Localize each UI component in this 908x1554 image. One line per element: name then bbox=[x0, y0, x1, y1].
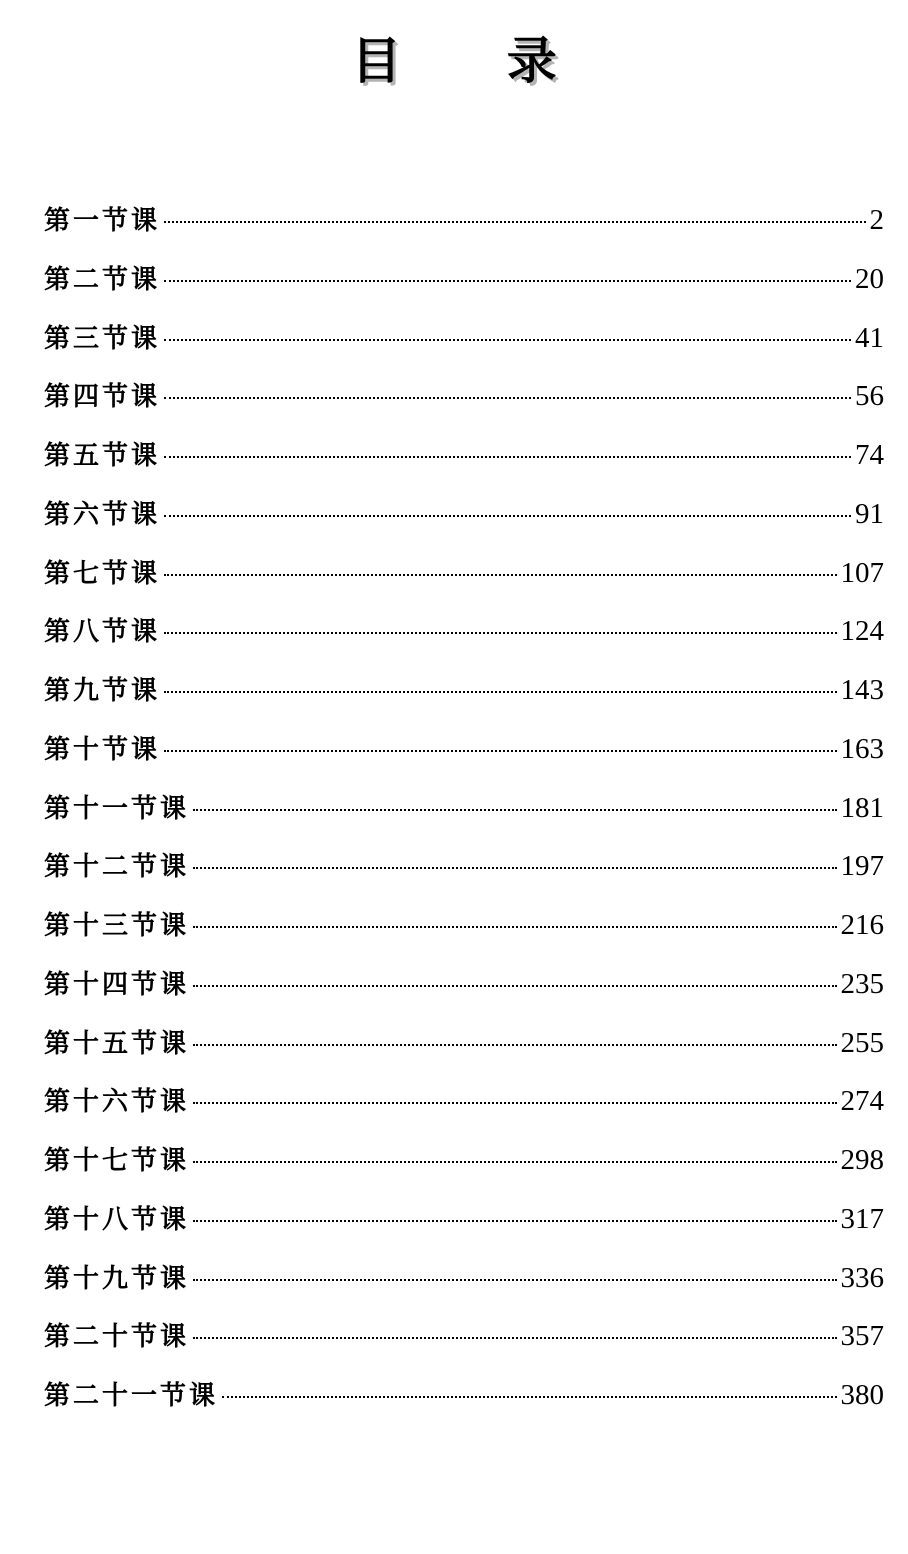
toc-entry-label: 第四节课 bbox=[44, 382, 161, 413]
toc-entry[interactable] bbox=[44, 191, 884, 250]
toc-entry-label: 第十七节课 bbox=[44, 1146, 190, 1176]
toc-dot-leader bbox=[164, 397, 851, 399]
toc-entry[interactable] bbox=[44, 1366, 884, 1425]
toc-entry[interactable] bbox=[44, 955, 884, 1014]
toc-entry[interactable] bbox=[44, 1249, 884, 1308]
toc-entry-page: 336 bbox=[840, 1261, 884, 1294]
toc-entry-page: 357 bbox=[840, 1320, 884, 1353]
toc-entry[interactable] bbox=[44, 250, 884, 309]
toc-entry[interactable] bbox=[44, 367, 884, 426]
toc-entry[interactable] bbox=[44, 896, 884, 955]
toc-dot-leader bbox=[193, 1220, 836, 1222]
toc-entry-page: 163 bbox=[840, 732, 884, 765]
toc-entry-label: 第十四节课 bbox=[44, 969, 190, 1000]
toc-dot-leader bbox=[164, 750, 836, 752]
toc-entry-label: 第十节课 bbox=[44, 734, 161, 765]
toc-dot-leader bbox=[193, 985, 836, 987]
toc-dot-leader bbox=[164, 574, 836, 576]
toc-entry-label: 第七节课 bbox=[44, 558, 161, 589]
toc-entry-label: 第十二节课 bbox=[44, 852, 190, 883]
toc-entry[interactable] bbox=[44, 1072, 884, 1131]
toc-dot-leader bbox=[164, 632, 836, 634]
toc-entry[interactable] bbox=[44, 309, 884, 368]
toc-entry-label: 第九节课 bbox=[44, 676, 161, 706]
toc-title: 目 录 bbox=[351, 31, 601, 90]
toc-entry-label: 第三节课 bbox=[44, 323, 161, 354]
toc-entry-page: 74 bbox=[855, 439, 884, 471]
toc-entry-label: 第一节课 bbox=[44, 206, 161, 236]
toc-dot-leader bbox=[164, 456, 851, 458]
toc-entry-label: 第十一节课 bbox=[44, 793, 190, 824]
toc-entry[interactable] bbox=[44, 661, 884, 720]
toc-entry-page: 91 bbox=[855, 497, 884, 530]
toc-dot-leader bbox=[164, 691, 836, 693]
toc-entry-page: 41 bbox=[855, 321, 884, 354]
toc-entry-label: 第八节课 bbox=[44, 617, 161, 648]
toc-dot-leader bbox=[193, 926, 836, 928]
toc-entry-page: 235 bbox=[840, 967, 884, 1000]
toc-dot-leader bbox=[193, 1044, 836, 1046]
toc-entry-label: 第十九节课 bbox=[44, 1263, 190, 1294]
toc-entry-page: 181 bbox=[840, 791, 884, 824]
toc-entry[interactable] bbox=[44, 720, 884, 779]
toc-dot-leader bbox=[193, 809, 836, 811]
toc-entry[interactable] bbox=[44, 1190, 884, 1249]
toc-dot-leader bbox=[193, 1337, 836, 1339]
toc-entry[interactable] bbox=[44, 837, 884, 896]
toc-entry[interactable] bbox=[44, 485, 884, 544]
toc-entry-label: 第十三节课 bbox=[44, 911, 190, 941]
toc-entry-page: 143 bbox=[840, 674, 884, 706]
toc-entry-page: 124 bbox=[840, 615, 884, 648]
toc-entry[interactable] bbox=[44, 426, 884, 485]
toc-entry[interactable] bbox=[44, 779, 884, 838]
toc-entry[interactable] bbox=[44, 1307, 884, 1366]
table-of-contents bbox=[44, 191, 884, 1425]
toc-entry-page: 107 bbox=[840, 556, 884, 589]
toc-entry-page: 2 bbox=[869, 204, 884, 236]
toc-entry-page: 274 bbox=[840, 1085, 884, 1118]
toc-entry-label: 第二十节课 bbox=[44, 1322, 190, 1353]
toc-dot-leader bbox=[193, 1161, 836, 1163]
toc-entry-label: 第十五节课 bbox=[44, 1028, 190, 1059]
toc-dot-leader bbox=[164, 339, 851, 341]
toc-entry-page: 197 bbox=[840, 850, 884, 883]
toc-entry[interactable] bbox=[44, 602, 884, 661]
toc-entry-page: 380 bbox=[840, 1379, 884, 1411]
toc-dot-leader bbox=[193, 1279, 836, 1281]
toc-entry-label: 第五节课 bbox=[44, 441, 161, 471]
toc-dot-leader bbox=[193, 1102, 836, 1104]
toc-entry-page: 255 bbox=[840, 1026, 884, 1059]
toc-entry[interactable] bbox=[44, 544, 884, 603]
toc-entry-label: 第十六节课 bbox=[44, 1087, 190, 1118]
toc-entry-page: 20 bbox=[855, 262, 884, 295]
toc-dot-leader bbox=[164, 221, 865, 223]
toc-entry-label: 第二节课 bbox=[44, 264, 161, 295]
toc-entry-label: 第十八节课 bbox=[44, 1204, 190, 1235]
toc-entry-label: 第二十一节课 bbox=[44, 1381, 219, 1411]
toc-entry[interactable] bbox=[44, 1014, 884, 1073]
toc-entry-label: 第六节课 bbox=[44, 499, 161, 530]
toc-entry-page: 317 bbox=[840, 1202, 884, 1235]
toc-entry-page: 298 bbox=[840, 1144, 884, 1176]
toc-entry-page: 56 bbox=[855, 380, 884, 413]
toc-dot-leader bbox=[164, 280, 851, 282]
toc-dot-leader bbox=[164, 515, 851, 517]
toc-entry[interactable] bbox=[44, 1131, 884, 1190]
toc-dot-leader bbox=[222, 1396, 836, 1398]
toc-entry-page: 216 bbox=[840, 909, 884, 941]
toc-dot-leader bbox=[193, 867, 836, 869]
